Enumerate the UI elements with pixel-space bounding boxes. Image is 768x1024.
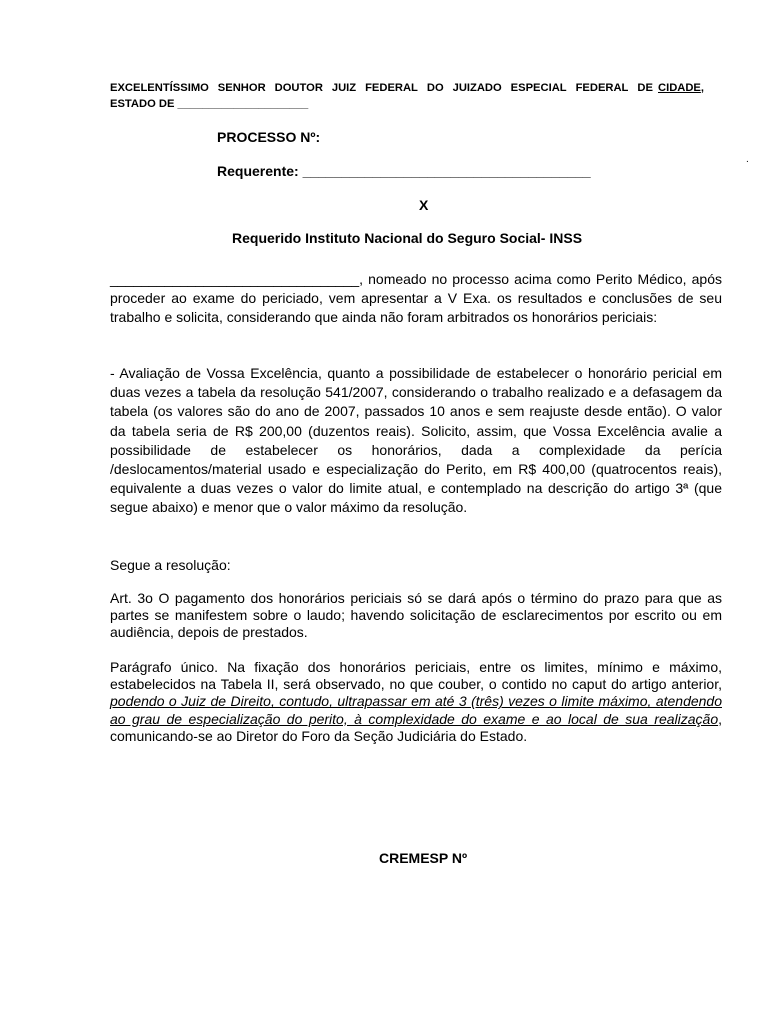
court-address-word: JUIZADO <box>452 82 502 94</box>
court-address-word: FEDERAL <box>575 82 629 94</box>
court-address-words <box>110 80 653 96</box>
cremesp-signature: CREMESP Nº <box>379 850 468 866</box>
court-address-header <box>110 80 704 112</box>
city-placeholder <box>658 80 704 96</box>
paragraph-article-3: Art. 3o O pagamento dos honorários periciais só se dará após o término do prazo para que as partes se manifestem sobre o laudo; havendo solicitação de esclarecimentos por escrito ou em audiência, depois de prestados. <box>110 590 722 641</box>
court-address-word: ESPECIAL <box>510 82 567 94</box>
sole-paragraph-emphasis: podendo o Juiz de Direito, contudo, ultrapassar em até 3 (três) vezes o limite máximo, atendendo ao grau de especialização do perito, à complexidade do exame e ao local de sua realização <box>110 693 722 727</box>
court-address-line <box>110 80 704 96</box>
court-address-word: EXCELENTÍSSIMO <box>110 82 209 94</box>
court-address-word: FEDERAL <box>365 82 418 94</box>
sole-paragraph-start: Parágrafo único. Na fixação dos honorários periciais, entre os limites, mínimo e máximo, estabelecidos na Tabela II, será observado, no que couber, o contido no caput do artigo anterior, <box>110 659 722 693</box>
paragraph-introduction: ________________________________, nomeado no processo acima como Perito Médico, após proceder ao exame do periciado, vem apresentar a V Exa. os resultados e conclusões de seu trabalho e solicita, considerando que ainda não foram arbitrados os honorários periciais: <box>110 271 722 326</box>
state-line: ESTADO DE _____________________ <box>110 98 309 110</box>
paragraph-request: - Avaliação de Vossa Excelência, quanto a possibilidade de estabelecer o honorário pericial em duas vezes a tabela da resolução 541/2007, considerando o trabalho realizado e a defasagem da tabela (os valores são do ano de 2007, passados 10 anos e sem reajuste desde então). O valor da tabela seria de R$ 200,00 (duzentos reais). Solicito, assim, que Vossa Excelência avalie a possibilidade de estabelecer os honorários, dada a complexidade da perícia /deslocamentos/material usado e especialização do Perito, em R$ 400,00 (quatrocentos reais), equivalente a duas vezes o valor do limite atual, e contemplado na descrição do artigo 3ª (que segue abaixo) e menor que o valor máximo da resolução. <box>110 365 722 516</box>
requerido-line: Requerido Instituto Nacional do Seguro Social- INSS <box>232 230 583 246</box>
court-address-word: DO <box>426 82 444 94</box>
paragraph-sole-paragraph <box>110 659 722 745</box>
city-label: CIDADE <box>658 82 701 94</box>
requerente-line: Requerente: _____________________________________ <box>217 163 591 179</box>
processo-label: PROCESSO Nº: <box>217 129 321 145</box>
court-address-word: JUIZ <box>331 82 357 94</box>
court-address-word: DE <box>637 82 653 94</box>
versus-mark: X <box>419 197 429 213</box>
court-address-word: SENHOR <box>217 82 266 94</box>
margin-mark: . <box>746 154 749 165</box>
court-address-word: DOUTOR <box>274 82 323 94</box>
sole-paragraph-end: , comunicando-se ao Diretor do Foro da Seção Judiciária do Estado. <box>110 710 722 744</box>
paragraph-resolution-intro: Segue a resolução: <box>110 557 231 573</box>
city-suffix: , <box>700 82 704 94</box>
